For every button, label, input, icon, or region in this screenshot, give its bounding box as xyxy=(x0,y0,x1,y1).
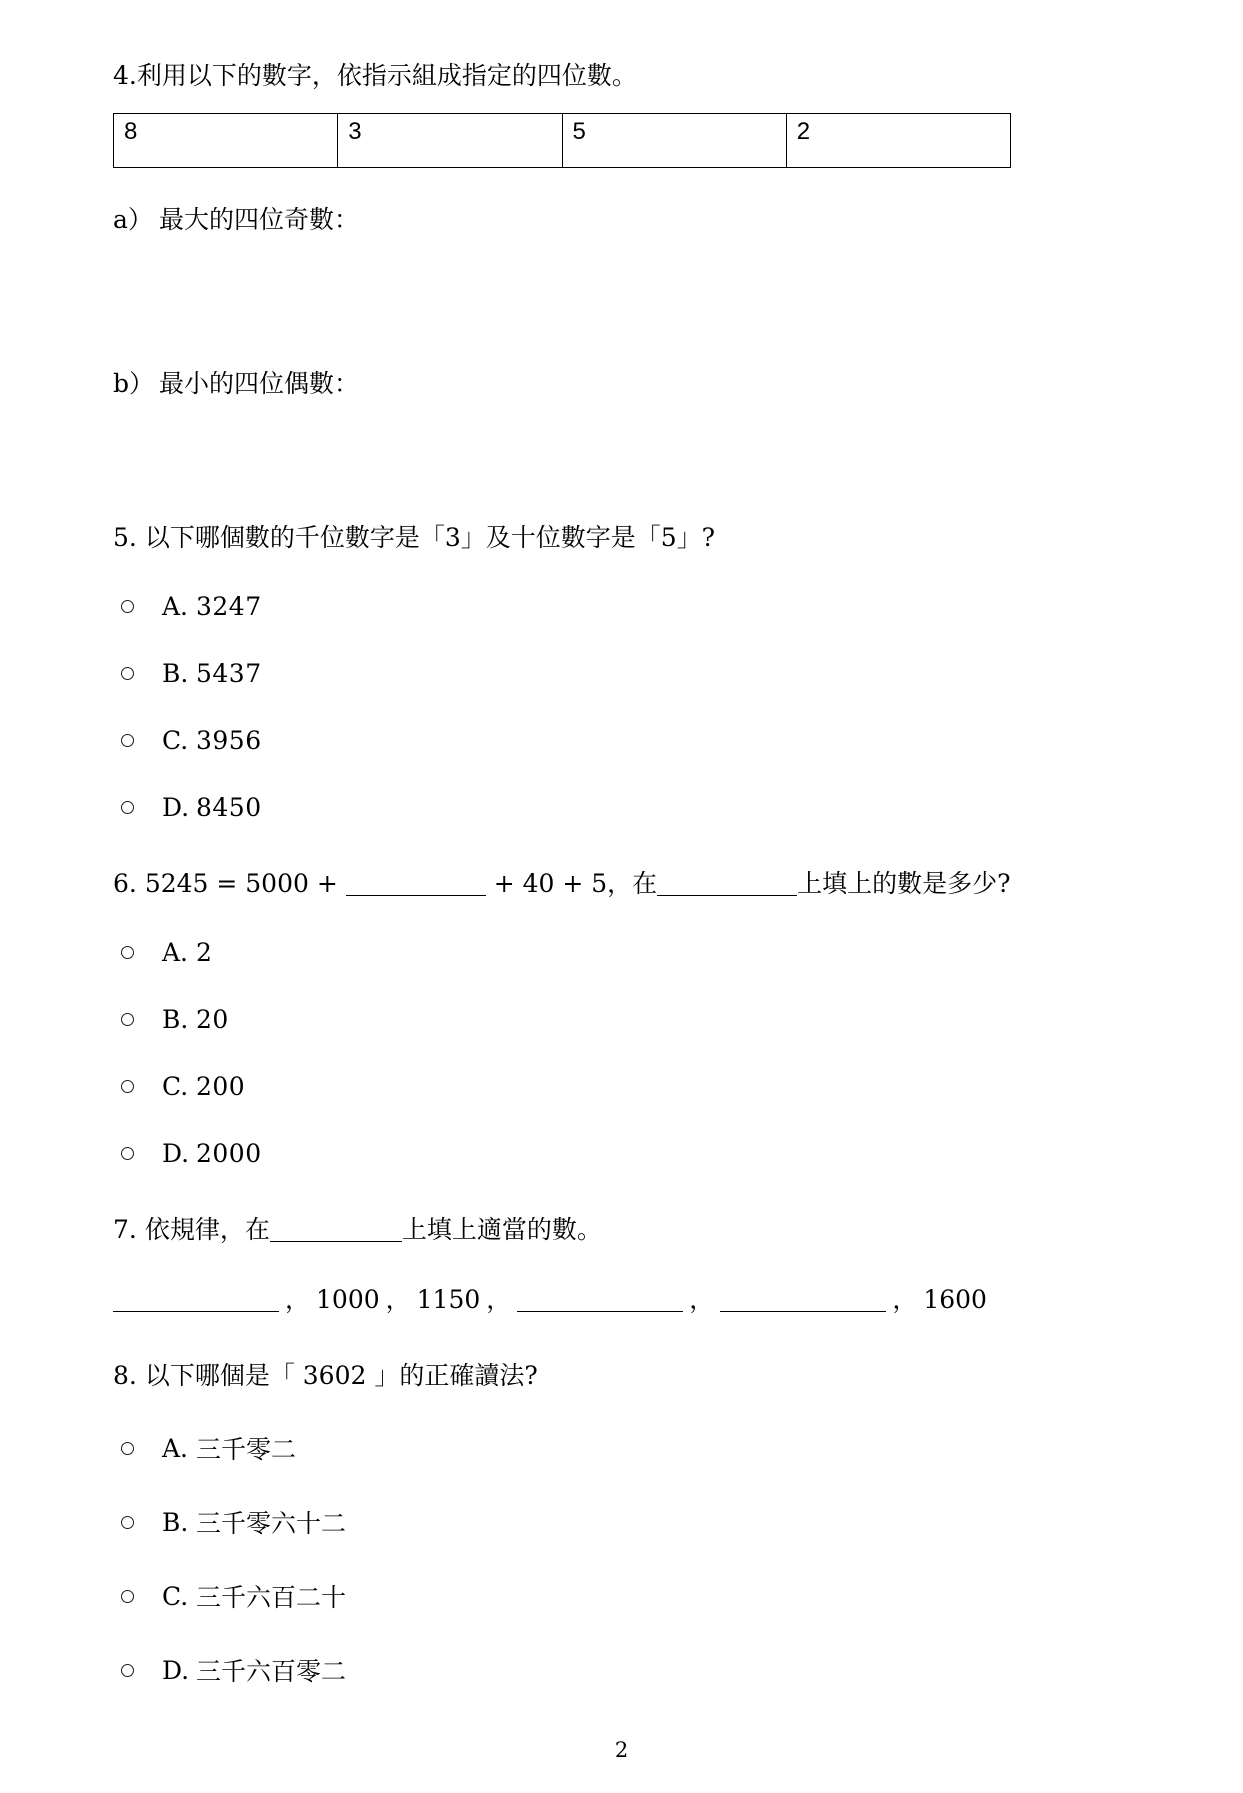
sequence-blank-1[interactable] xyxy=(113,1289,279,1312)
sequence-value-1000: 1000 xyxy=(316,1285,380,1314)
question-6-blank-1[interactable] xyxy=(346,873,486,896)
question-6-option-a[interactable] xyxy=(113,938,1143,967)
radio-circle-icon[interactable] xyxy=(121,667,134,680)
question-6-text-part3: 上填上的數是多少? xyxy=(797,869,1011,898)
question-8 xyxy=(113,1356,1143,1392)
subitem-a-label: a） xyxy=(113,205,153,234)
answer-space-b xyxy=(113,400,1143,496)
option-text: 8450 xyxy=(196,793,262,822)
question-8-number: 8. xyxy=(113,1361,137,1390)
sequence-value-1600: 1600 xyxy=(923,1285,987,1314)
sequence-comma-4: ， xyxy=(689,1285,715,1314)
option-letter: D. xyxy=(162,1655,190,1685)
option-letter: A. xyxy=(162,1433,189,1463)
option-text: 三千六百二十 xyxy=(196,1583,347,1612)
question-8-option-d[interactable] xyxy=(113,1652,1143,1688)
question-5-text: 以下哪個數的千位數字是「3」及十位數字是「5」? xyxy=(144,523,716,552)
option-letter: D. xyxy=(162,793,190,822)
question-7-number: 7. xyxy=(113,1215,137,1244)
radio-circle-icon[interactable] xyxy=(121,1442,134,1455)
subitem-a-text: 最大的四位奇數： xyxy=(159,205,360,234)
question-6-blank-2[interactable] xyxy=(657,873,797,896)
question-4-subitem-a xyxy=(113,200,1143,236)
option-text: 20 xyxy=(196,1005,229,1034)
option-text: 3247 xyxy=(196,592,262,621)
question-5-option-c[interactable] xyxy=(113,726,1143,755)
question-5-option-d[interactable] xyxy=(113,793,1143,822)
sequence-comma-2: ， xyxy=(385,1285,411,1314)
digit-cell-1: 8 xyxy=(114,114,338,168)
option-letter: B. xyxy=(162,1507,189,1537)
sequence-comma-5: ， xyxy=(892,1285,918,1314)
digit-cell-4: 2 xyxy=(786,114,1010,168)
option-text: 3956 xyxy=(196,726,262,755)
question-8-option-b[interactable] xyxy=(113,1504,1143,1540)
option-text: 200 xyxy=(196,1072,246,1101)
option-text: 2 xyxy=(196,938,213,967)
radio-circle-icon[interactable] xyxy=(121,1516,134,1529)
option-letter: A. xyxy=(162,938,189,967)
question-7-text-part2: 上填上適當的數。 xyxy=(401,1215,602,1244)
question-8-text: 以下哪個是「 3602 」的正確讀法? xyxy=(144,1361,538,1390)
question-6 xyxy=(113,864,1143,900)
question-7 xyxy=(113,1210,1143,1246)
question-6-option-b[interactable] xyxy=(113,1005,1143,1034)
question-6-number: 6. xyxy=(113,869,137,898)
table-row xyxy=(114,114,1011,168)
option-letter: B. xyxy=(162,1005,189,1034)
page-number: 2 xyxy=(614,1738,629,1762)
subitem-b-label: b） xyxy=(113,369,155,398)
sequence-comma-3: ， xyxy=(486,1285,512,1314)
radio-circle-icon[interactable] xyxy=(121,1664,134,1677)
question-7-sequence xyxy=(113,1280,1143,1316)
sequence-comma-1: ， xyxy=(285,1285,311,1314)
question-6-option-c[interactable] xyxy=(113,1072,1143,1101)
question-5-option-a[interactable] xyxy=(113,592,1143,621)
question-6-option-d[interactable] xyxy=(113,1139,1143,1168)
answer-space-a xyxy=(113,236,1143,332)
option-text: 三千六百零二 xyxy=(196,1657,347,1686)
radio-circle-icon[interactable] xyxy=(121,801,134,814)
option-letter: C. xyxy=(162,1072,189,1101)
sequence-blank-3[interactable] xyxy=(720,1289,886,1312)
radio-circle-icon[interactable] xyxy=(121,946,134,959)
digit-table xyxy=(113,113,1011,168)
radio-circle-icon[interactable] xyxy=(121,1147,134,1160)
option-text: 5437 xyxy=(196,659,262,688)
question-6-text-part1: 5245 = 5000 + xyxy=(144,869,338,898)
option-letter: C. xyxy=(162,1581,189,1611)
radio-circle-icon[interactable] xyxy=(121,1590,134,1603)
option-text: 三千零六十二 xyxy=(196,1509,347,1538)
radio-circle-icon[interactable] xyxy=(121,1013,134,1026)
question-5-number: 5. xyxy=(113,523,137,552)
question-7-text-part1: 依規律，在 xyxy=(144,1215,270,1244)
question-6-text-part2: + 40 + 5，在 xyxy=(493,869,658,898)
radio-circle-icon[interactable] xyxy=(121,734,134,747)
question-8-option-c[interactable] xyxy=(113,1578,1143,1614)
question-5-option-b[interactable] xyxy=(113,659,1143,688)
option-letter: B. xyxy=(162,659,189,688)
radio-circle-icon[interactable] xyxy=(121,1080,134,1093)
question-7-blank[interactable] xyxy=(270,1219,402,1242)
question-4-subitem-b xyxy=(113,364,1143,400)
subitem-b-text: 最小的四位偶數： xyxy=(159,369,360,398)
option-letter: A. xyxy=(162,592,189,621)
question-4-heading: 4.利用以下的數字，依指示組成指定的四位數。 xyxy=(113,61,637,90)
question-5 xyxy=(113,518,1143,554)
option-letter: D. xyxy=(162,1139,190,1168)
option-letter: C. xyxy=(162,726,189,755)
option-text: 三千零二 xyxy=(196,1435,297,1464)
digit-cell-3: 5 xyxy=(562,114,786,168)
radio-circle-icon[interactable] xyxy=(121,600,134,613)
sequence-value-1150: 1150 xyxy=(416,1285,481,1314)
sequence-blank-2[interactable] xyxy=(517,1289,683,1312)
digit-cell-2: 3 xyxy=(338,114,562,168)
option-text: 2000 xyxy=(196,1139,262,1168)
question-8-option-a[interactable] xyxy=(113,1430,1143,1466)
